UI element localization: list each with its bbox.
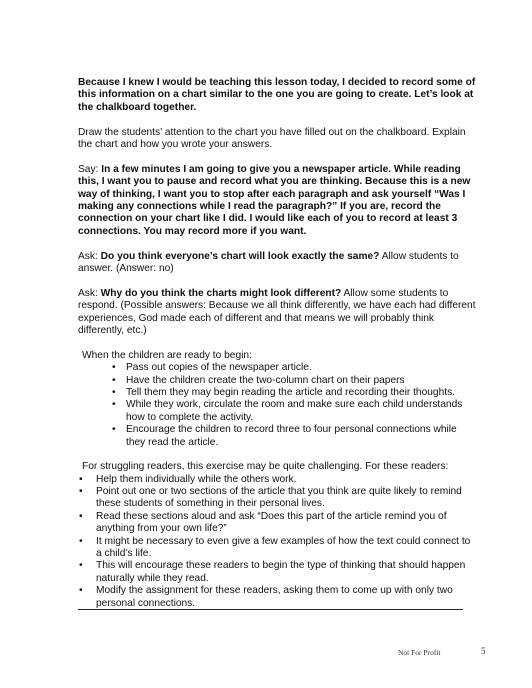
intro-paragraph: Because I knew I would be teaching this lesson today, I decided to record some of this information on a chart similar to the one you are going to create. Let’s look at the chalkboard together. — [78, 77, 476, 113]
ask-label-2: Ask: — [78, 287, 98, 299]
ready-list — [82, 362, 476, 449]
ask-rest-2: Allow some students to respond. (Possible answers: Because we all think differently, we have each had different experiences, God made each of different and that means we will probably think differently, etc.) — [78, 287, 476, 337]
say-paragraph — [78, 164, 476, 238]
list-item: • It might be necessary to even give a few examples of how the text could connect to a child’s life. — [78, 536, 476, 561]
footer-divider — [78, 609, 463, 610]
list-item: • While they work, circulate the room and make sure each child understands how to complete the activity. — [82, 399, 476, 424]
list-item: • Pass out copies of the newspaper article. — [82, 362, 476, 374]
page-number: 5 — [481, 646, 486, 656]
list-item: • This will encourage these readers to begin the type of thinking that should happen naturally while they read. — [78, 560, 476, 585]
list-item: • Point out one or two sections of the article that you think are quite likely to remind these students of something in their personal lives. — [78, 486, 476, 511]
list-item: • Modify the assignment for these readers, asking them to come up with only two personal connections. — [78, 585, 476, 610]
ready-heading: When the children are ready to begin: — [82, 349, 252, 361]
struggling-list — [78, 474, 476, 610]
ready-section — [82, 350, 476, 449]
draw-attention-paragraph: Draw the students’ attention to the chart you have filled out on the chalkboard. Explain the chart and how you wrote your answers. — [78, 126, 466, 151]
say-text: In a few minutes I am going to give you a newspaper article. While reading this, I want you to pause and record what you are thinking. Because this is a new way of thinking, I want you to stop after each paragraph and ask yourself “Was I making any connections while I read the paragraph?” If you are, record the connection on your chart like I did. I would like each of you to record at least 3 connections. You may record more if you want. — [78, 163, 471, 237]
ask-rest-1: Allow students to answer. (Answer: no) — [78, 250, 459, 275]
list-item: • Help them individually while the others work. — [78, 474, 476, 486]
ask-question-1: Do you think everyone’s chart will look exactly the same? — [100, 250, 380, 262]
struggling-section — [78, 461, 476, 610]
ask-paragraph-1 — [78, 251, 476, 276]
list-item: • Have the children create the two-column chart on their papers — [82, 375, 476, 387]
list-item: • Tell them they may begin reading the article and recording their thoughts. — [82, 387, 476, 399]
ask-label-1: Ask: — [78, 250, 98, 262]
ask-question-2: Why do you think the charts might look different? — [100, 287, 342, 299]
ask-paragraph-2 — [78, 288, 476, 338]
list-item: • Read these sections aloud and ask “Does this part of the article remind you of anything from your own life?” — [78, 511, 476, 536]
footer-label: Not For Profit — [398, 648, 441, 657]
struggling-heading: For struggling readers, this exercise may be quite challenging. For these readers: — [82, 461, 449, 473]
list-item: • Encourage the children to record three to four personal connections while they read the article. — [82, 424, 476, 449]
document-body — [78, 77, 476, 610]
say-label: Say: — [78, 163, 99, 175]
